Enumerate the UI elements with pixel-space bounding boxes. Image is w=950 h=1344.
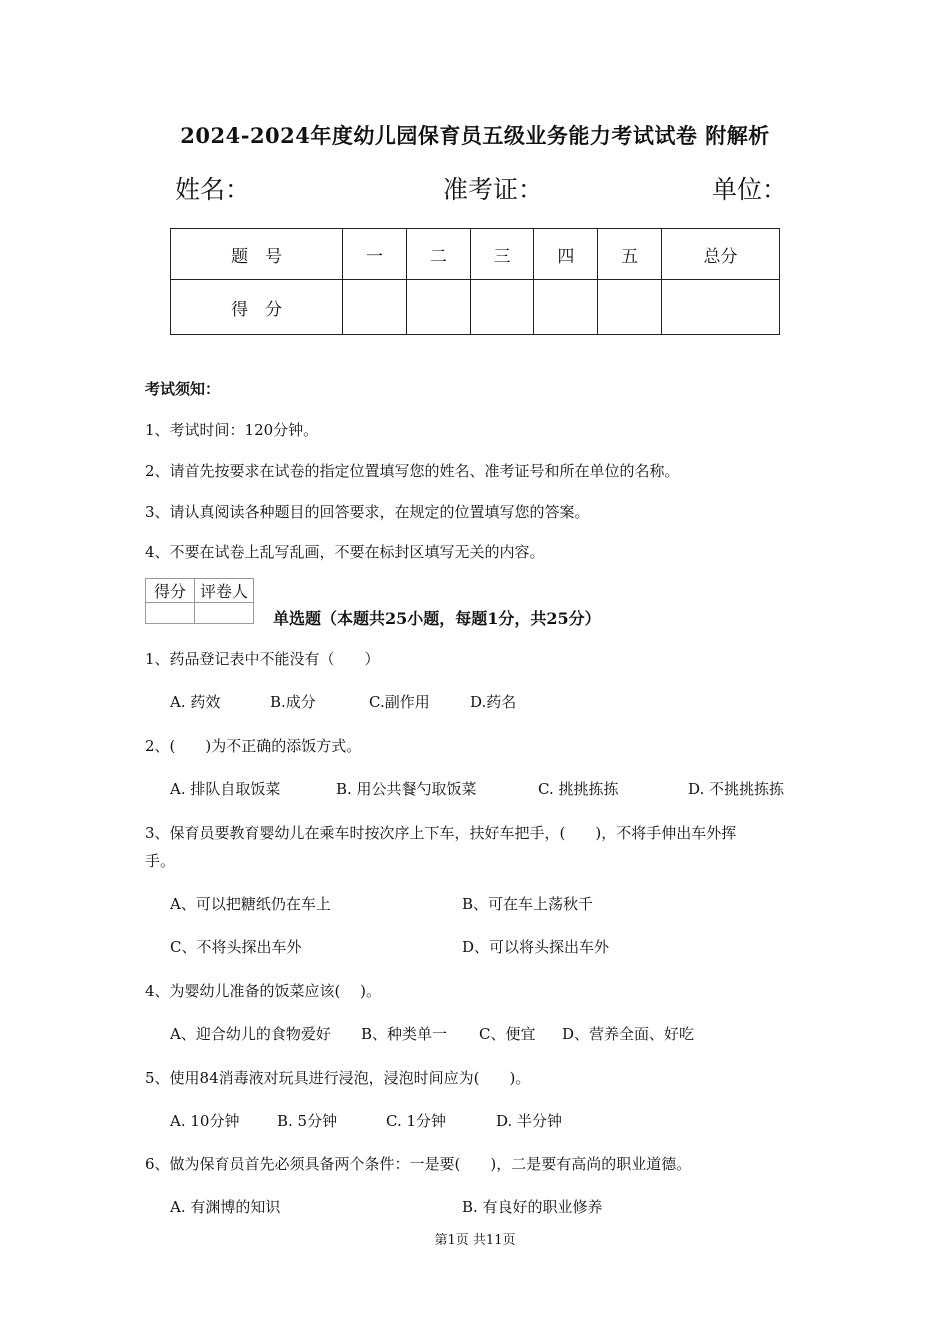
score-cell <box>662 280 780 335</box>
grader-name-label: 评卷人 <box>195 579 254 603</box>
score-table-header-row <box>171 229 780 280</box>
question-option: C、便宜 <box>479 1025 536 1043</box>
question-stem: 4、为婴幼儿准备的饭菜应该( )。 <box>145 982 382 1000</box>
notice-item: 1、考试时间：120分钟。 <box>145 421 319 439</box>
score-row-label: 得 分 <box>171 280 343 335</box>
question-option: A、可以把糖纸仍在车上 <box>170 895 331 913</box>
section-title: 单选题（本题共25小题，每题1分，共25分） <box>273 609 601 628</box>
question-option: B、种类单一 <box>361 1025 448 1043</box>
question-option: B.成分 <box>270 693 316 711</box>
question-option: A. 10分钟 <box>170 1112 240 1130</box>
question-option: D. 不挑挑拣拣 <box>688 780 785 798</box>
score-header-cell: 题 号 <box>171 229 343 280</box>
page-footer: 第1页 共11页 <box>434 1233 516 1248</box>
score-header-cell: 总分 <box>662 229 780 280</box>
question-stem: 2、( )为不正确的添饭方式。 <box>145 737 362 755</box>
question-stem: 3、保育员要教育婴幼儿在乘车时按次序上下车，扶好车把手，( )，不将手伸出车外挥 <box>145 824 737 842</box>
grader-score-cell <box>146 603 195 624</box>
question-option: A. 有渊博的知识 <box>170 1198 281 1216</box>
score-header-cell: 五 <box>598 229 662 280</box>
score-header-cell: 一 <box>343 229 407 280</box>
score-cell <box>343 280 407 335</box>
notice-item: 2、请首先按要求在试卷的指定位置填写您的姓名、准考证号和所在单位的名称。 <box>145 462 680 480</box>
question-option: A. 药效 <box>170 693 221 711</box>
score-table <box>170 228 780 335</box>
score-cell <box>470 280 534 335</box>
question-option: C. 1分钟 <box>386 1112 447 1130</box>
exam-id-field-label: 准考证： <box>443 175 544 204</box>
question-option: C、不将头探出车外 <box>170 938 302 956</box>
score-header-cell: 三 <box>470 229 534 280</box>
question-option: B、可在车上荡秋千 <box>462 895 594 913</box>
score-cell <box>406 280 470 335</box>
question-option: D. 半分钟 <box>496 1112 563 1130</box>
question-option: B. 5分钟 <box>277 1112 338 1130</box>
grader-score-label: 得分 <box>146 579 195 603</box>
page-title: 2024-2024年度幼儿园保育员五级业务能力考试试卷 附解析 <box>180 123 770 148</box>
grader-name-cell <box>195 603 254 624</box>
score-table-score-row <box>171 280 780 335</box>
question-stem-continuation: 手。 <box>145 852 176 870</box>
question-option: C.副作用 <box>369 693 430 711</box>
score-header-cell: 四 <box>534 229 598 280</box>
question-option: A、迎合幼儿的食物爱好 <box>170 1025 331 1043</box>
question-stem: 5、使用84消毒液对玩具进行浸泡，浸泡时间应为( )。 <box>145 1069 531 1087</box>
question-option: D、营养全面、好吃 <box>562 1025 695 1043</box>
unit-field-label: 单位： <box>712 175 788 204</box>
notice-heading: 考试须知： <box>145 380 221 398</box>
question-option: D、可以将头探出车外 <box>462 938 610 956</box>
name-field-label: 姓名： <box>175 175 251 204</box>
question-option: C. 挑挑拣拣 <box>538 780 619 798</box>
score-cell <box>598 280 662 335</box>
question-stem: 1、药品登记表中不能没有（ ） <box>145 650 380 668</box>
question-option: A. 排队自取饭菜 <box>170 780 281 798</box>
question-stem: 6、做为保育员首先必须具备两个条件：一是要( )，二是要有高尚的职业道德。 <box>145 1155 692 1173</box>
question-option: D.药名 <box>470 693 517 711</box>
question-option: B. 用公共餐勺取饭菜 <box>336 780 477 798</box>
notice-item: 3、请认真阅读各种题目的回答要求，在规定的位置填写您的答案。 <box>145 503 590 521</box>
grader-box <box>145 578 254 624</box>
question-option: B. 有良好的职业修养 <box>462 1198 603 1216</box>
notice-item: 4、不要在试卷上乱写乱画，不要在标封区填写无关的内容。 <box>145 543 545 561</box>
score-cell <box>534 280 598 335</box>
score-header-cell: 二 <box>406 229 470 280</box>
